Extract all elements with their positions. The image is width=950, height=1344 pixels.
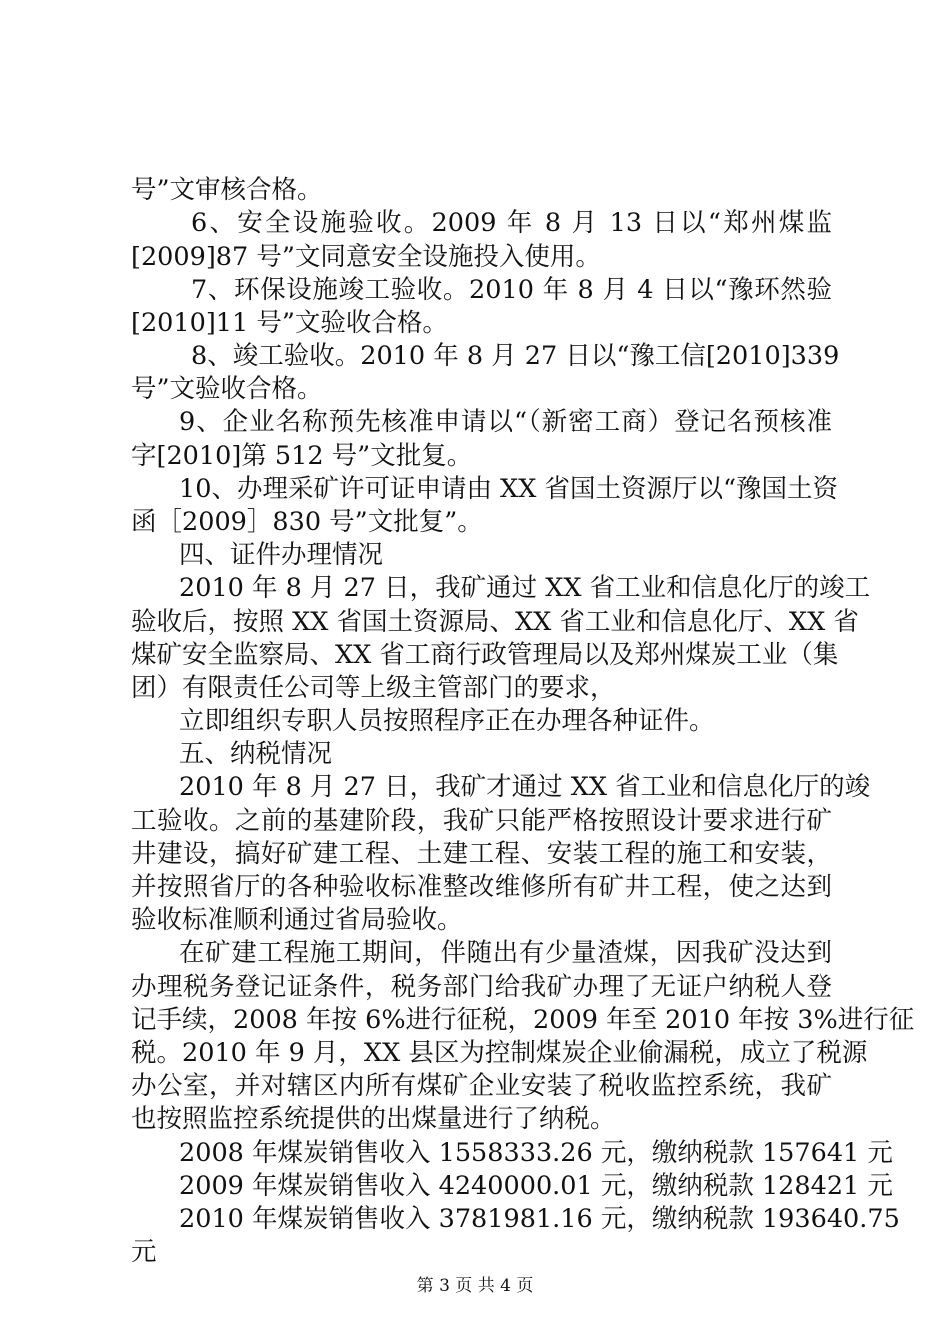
text-line: 验收后，按照 XX 省国土资源局、XX 省工业和信息化厅、XX 省 — [131, 607, 859, 637]
text-line: 在矿建工程施工期间，伴随出有少量渣煤，因我矿没达到 — [179, 938, 832, 968]
section-heading: 四、证件办理情况 — [179, 540, 384, 570]
text-line: 2010 年 8 月 27 日，我矿通过 XX 省工业和信息化厅的竣工 — [179, 573, 871, 603]
text-line: 6、安全设施验收。2009 年 8 月 13 日以“郑州煤监 — [191, 208, 832, 238]
text-line: 验收标准顺利通过省局验收。 — [131, 905, 463, 935]
text-line: 2009 年煤炭销售收入 4240000.01 元，缴纳税款 128421 元 — [179, 1171, 893, 1201]
text-line: 并按照省厅的各种验收标准整改维修所有矿井工程，使之达到 — [131, 872, 832, 902]
text-line: 2008 年煤炭销售收入 1558333.26 元，缴纳税款 157641 元 — [179, 1138, 893, 1168]
text-line: 9、企业名称预先核准申请以“（新密工商）登记名预核准 — [179, 407, 832, 437]
text-line: 团）有限责任公司等上级主管部门的要求， — [131, 673, 616, 703]
text-line: 2010 年 8 月 27 日，我矿才通过 XX 省工业和信息化厅的竣 — [179, 772, 871, 802]
text-line: 2010 年煤炭销售收入 3781981.16 元，缴纳税款 193640.75 — [179, 1204, 900, 1234]
text-line: 工验收。之前的基建阶段，我矿只能严格按照设计要求进行矿 — [131, 806, 832, 836]
text-line: 立即组织专职人员按照程序正在办理各种证件。 — [179, 706, 715, 736]
text-line: 函［2009］830 号”文批复”。 — [131, 507, 483, 537]
text-line: 井建设，搞好矿建工程、土建工程、安装工程的施工和安装， — [131, 839, 832, 869]
text-line: 7、环保设施竣工验收。2010 年 8 月 4 日以“豫环然验 — [191, 275, 832, 305]
text-line: 记手续，2008 年按 6%进行征税，2009 年至 2010 年按 3%进行征 — [131, 1005, 915, 1035]
text-line: 煤矿安全监察局、XX 省工商行政管理局以及郑州煤炭工业（集 — [131, 640, 839, 670]
text-line: 字[2010]第 512 号”文批复。 — [131, 441, 473, 471]
text-line: [2010]11 号”文验收合格。 — [131, 308, 448, 338]
text-line: 号”文审核合格。 — [131, 175, 323, 205]
text-line: 也按照监控系统提供的出煤量进行了纳税。 — [131, 1104, 616, 1134]
text-line: 元 — [131, 1237, 157, 1267]
text-line: [2009]87 号”文同意安全设施投入使用。 — [131, 242, 601, 272]
page-footer: 第 3 页 共 4 页 — [416, 1276, 534, 1296]
text-line: 办公室，并对辖区内所有煤矿企业安装了税收监控系统，我矿 — [131, 1071, 832, 1101]
text-line: 办理税务登记证条件，税务部门给我矿办理了无证户纳税人登 — [131, 972, 832, 1002]
text-line: 10、办理采矿许可证申请由 XX 省国土资源厅以“豫国土资 — [179, 474, 839, 504]
text-line: 8、竣工验收。2010 年 8 月 27 日以“豫工信[2010]339 — [191, 341, 840, 371]
text-line: 税。2010 年 9 月，XX 县区为控制煤炭企业偷漏税，成立了税源 — [131, 1038, 868, 1068]
section-heading: 五、纳税情况 — [179, 739, 333, 769]
text-line: 号”文验收合格。 — [131, 374, 323, 404]
